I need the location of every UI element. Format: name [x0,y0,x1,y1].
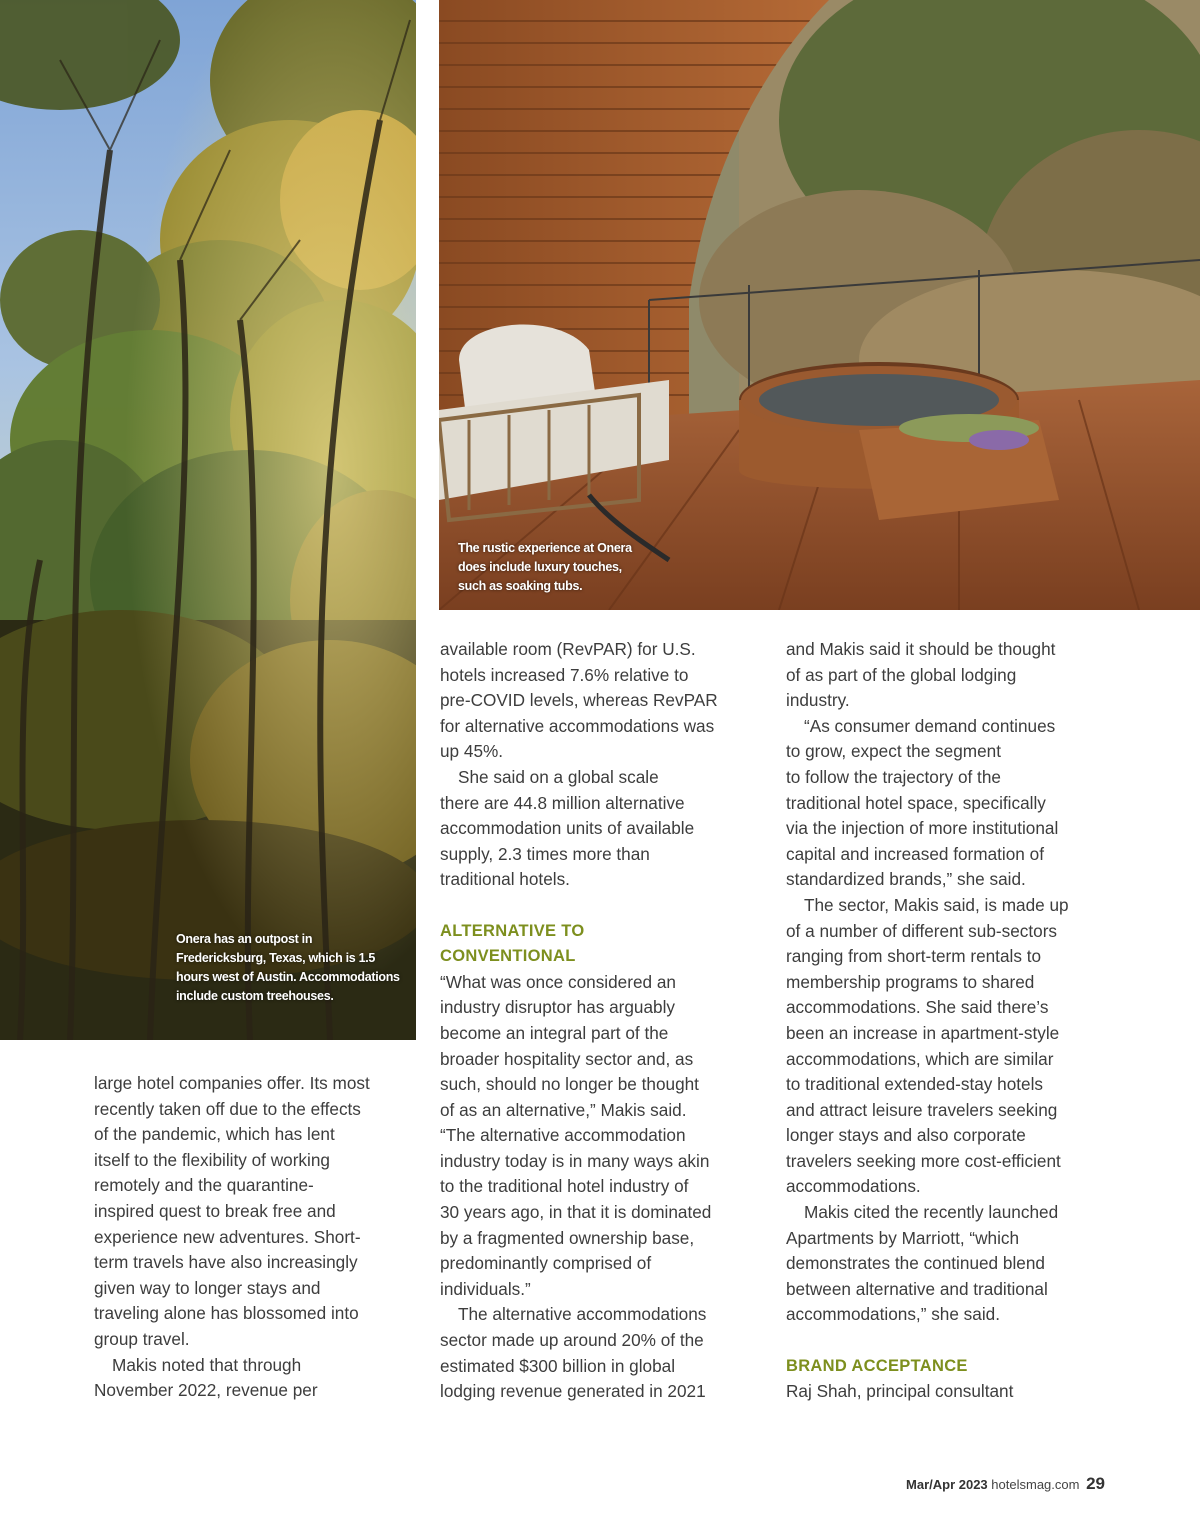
text-line: group travel. [94,1328,190,1349]
caption-line: Onera has an outpost in [176,932,313,946]
text-line: of as part of the global lodging [786,664,1017,685]
spacer [786,1328,1116,1354]
caption-left [176,930,406,1006]
article-column-2 [440,637,765,1405]
text-line: there are 44.8 million alternative [440,792,685,813]
text-line: estimated $300 billion in global [440,1355,676,1376]
text-line: itself to the flexibility of working [94,1149,330,1170]
text-line: to follow the trajectory of the [786,766,1001,787]
text-line: industry today is in many ways akin [440,1150,710,1171]
caption-line: include custom treehouses. [176,989,334,1003]
text-line: of as an alternative,” Makis said. [440,1099,687,1120]
text-line: lodging revenue generated in 2021 [440,1381,706,1402]
text-line: of a number of different sub-sectors [786,920,1058,941]
text-line: been an increase in apartment-style [786,1022,1060,1043]
text-line: accommodations, which are similar [786,1048,1054,1069]
text-line: The sector, Makis said, is made up [804,894,1069,915]
text-line: 30 years ago, in that it is dominated [440,1202,712,1223]
article-column-3 [786,637,1116,1405]
text-line: “What was once considered an [440,971,676,992]
text-line: available room (RevPAR) for U.S. [440,639,696,659]
text-line: inspired quest to break free and [94,1200,336,1221]
section-heading: CONVENTIONAL [440,947,576,966]
text-line: become an integral part of the [440,1022,669,1043]
text-line: membership programs to shared [786,971,1035,992]
caption-right [458,539,638,596]
text-line: Makis cited the recently launched [804,1202,1059,1223]
text-line: of the pandemic, which has lent [94,1124,335,1145]
text-line: capital and increased formation of [786,843,1044,864]
text-line: large hotel companies offer. Its most [94,1073,370,1093]
text-line: traditional hotel space, specifically [786,792,1046,813]
text-line: travelers seeking more cost-efficient [786,1150,1061,1171]
text-line: hotels increased 7.6% relative to [440,664,689,685]
text-line: predominantly comprised of [440,1253,652,1274]
text-line: for alternative accommodations was [440,715,715,736]
section-heading: ALTERNATIVE TO [440,921,585,940]
text-line: term travels have also increasingly [94,1252,358,1273]
text-line: longer stays and also corporate [786,1125,1026,1146]
text-line: between alternative and traditional [786,1278,1048,1299]
text-line: Apartments by Marriott, “which [786,1227,1020,1248]
text-line: accommodations,” she said. [786,1304,1000,1325]
text-line: to the traditional hotel industry of [440,1176,689,1197]
section-heading: BRAND ACCEPTANCE [786,1356,968,1375]
text-line: via the injection of more institutional [786,818,1059,839]
caption-line: hours west of Austin. Accommodations [176,970,400,984]
forest-photo [0,0,416,1040]
page-number: 29 [1086,1474,1105,1493]
text-line: pre-COVID levels, whereas RevPAR [440,690,718,711]
text-line: November 2022, revenue per [94,1380,318,1401]
text-line: broader hospitality sector and, as [440,1048,694,1069]
text-line: accommodations. [786,1176,921,1197]
site-url: hotelsmag.com [991,1477,1080,1492]
text-line: “As consumer demand continues [804,715,1056,736]
text-line: accommodation units of available [440,818,695,839]
caption-line: The rustic experience at Onera [458,541,632,555]
issue-date: Mar/Apr 2023 [906,1477,988,1492]
text-line: “The alternative accommodation [440,1125,686,1146]
text-line: such, should no longer be thought [440,1074,699,1095]
article-column-1 [94,1071,424,1404]
text-line: She said on a global scale [458,766,659,787]
page-footer [906,1474,1105,1494]
text-line: up 45%. [440,741,504,762]
caption-line: does include luxury touches, [458,560,622,574]
text-line: individuals.” [440,1278,531,1299]
text-line: Makis noted that through [112,1354,302,1375]
text-line: sector made up around 20% of the [440,1330,704,1351]
caption-line: such as soaking tubs. [458,579,583,593]
text-line: Raj Shah, principal consultant [786,1381,1014,1402]
text-line: experience new adventures. Short- [94,1226,361,1247]
text-line: traveling alone has blossomed into [94,1303,359,1324]
text-line: to grow, expect the segment [786,741,1001,762]
text-line: and attract leisure travelers seeking [786,1099,1058,1120]
text-line: given way to longer stays and [94,1277,321,1298]
text-line: ranging from short-term rentals to [786,946,1042,967]
text-line: and Makis said it should be thought [786,639,1056,659]
text-line: standardized brands,” she said. [786,869,1026,890]
text-line: demonstrates the continued blend [786,1253,1045,1274]
caption-line: Fredericksburg, Texas, which is 1.5 [176,951,376,965]
text-line: traditional hotels. [440,869,570,890]
text-line: supply, 2.3 times more than [440,843,650,864]
text-line: The alternative accommodations [458,1304,707,1325]
text-line: by a fragmented ownership base, [440,1227,695,1248]
text-line: remotely and the quarantine- [94,1175,314,1196]
soaking-tub-photo [439,0,1200,610]
text-line: industry. [786,690,850,711]
spacer [440,893,765,919]
text-line: industry disruptor has arguably [440,997,676,1018]
text-line: accommodations. She said there’s [786,997,1049,1018]
text-line: to traditional extended-stay hotels [786,1074,1044,1095]
text-line: recently taken off due to the effects [94,1098,361,1119]
